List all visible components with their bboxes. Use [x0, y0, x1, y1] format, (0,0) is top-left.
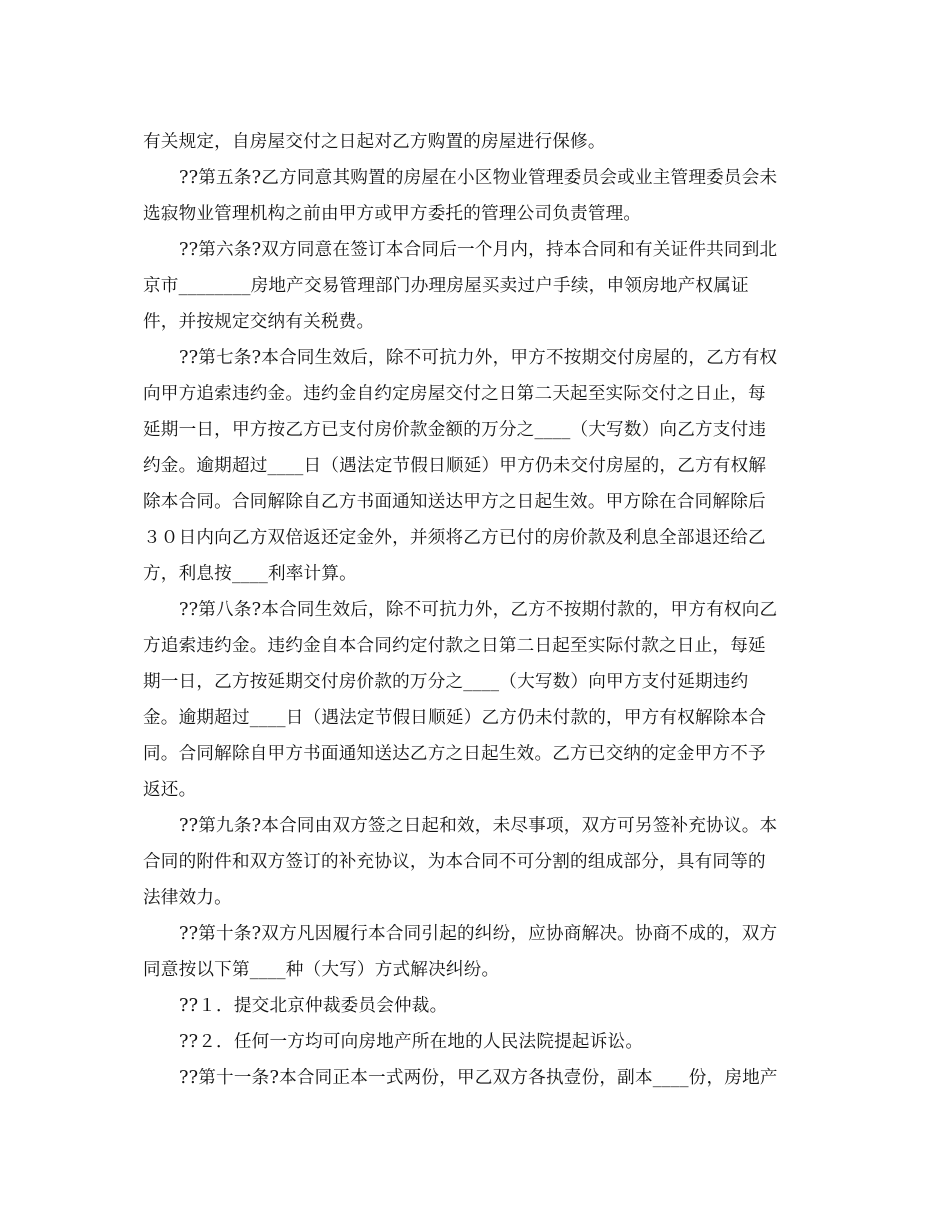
text-line: 约金。逾期超过____日（遇法定节假日顺延）甲方仍未交付房屋的，乙方有权解	[143, 456, 767, 476]
text-line: 延期一日，甲方按乙方已支付房价款金额的万分之____（大写数）向乙方支付违	[143, 420, 767, 440]
article-6-heading-line: ??第六条?双方同意在签订本合同后一个月内，持本合同和有关证件共同到北	[179, 240, 778, 260]
option-1-line: ??１．提交北京仲裁委员会仲裁。	[179, 996, 448, 1016]
article-10-heading-line: ??第十条?双方凡因履行本合同引起的纠纷，应协商解决。协商不成的，双方	[179, 924, 778, 944]
text-line: ３０日内向乙方双倍返还定金外，并须将乙方已付的房价款及利息全部退还给乙	[143, 528, 766, 548]
text-line: 向甲方追索违约金。违约金自约定房屋交付之日第二天起至实际交付之日止，每	[143, 384, 766, 404]
text-line: 期一日，乙方按延期交付房价款的万分之____（大写数）向甲方支付延期违约	[143, 672, 749, 692]
document-page	[143, 124, 807, 1096]
text-line: 有关规定，自房屋交付之日起对乙方购置的房屋进行保修。	[143, 132, 606, 152]
text-line: 件，并按规定交纳有关税费。	[143, 312, 375, 332]
article-7-heading-line: ??第七条?本合同生效后，除不可抗力外，甲方不按期交付房屋的，乙方有权	[179, 348, 778, 368]
text-line: 同意按以下第____种（大写）方式解决纠纷。	[143, 960, 500, 980]
article-11-heading-line: ??第十一条?本合同正本一式两份，甲乙双方各执壹份，副本____份，房地产	[179, 1068, 778, 1088]
text-line: 方，利息按____利率计算。	[143, 564, 357, 584]
text-line: 同。合同解除自甲方书面通知送达乙方之日起生效。乙方已交纳的定金甲方不予	[143, 744, 766, 764]
text-line: 法律效力。	[143, 888, 232, 908]
text-line: 选寂物业管理机构之前由甲方或甲方委托的管理公司负责管理。	[143, 204, 642, 224]
article-5-heading-line: ??第五条?乙方同意其购置的房屋在小区物业管理委员会或业主管理委员会未	[179, 168, 778, 188]
option-2-line: ??２．任何一方均可向房地产所在地的人民法院提起诉讼。	[179, 1032, 644, 1052]
article-9-heading-line: ??第九条?本合同由双方签之日起和效，未尽事项，双方可另签补充协议。本	[179, 816, 778, 836]
text-line: 京市________房地产交易管理部门办理房屋买卖过户手续，申领房地产权属证	[143, 276, 749, 296]
text-line: 除本合同。合同解除自乙方书面通知送达甲方之日起生效。甲方除在合同解除后	[143, 492, 766, 512]
text-line: 金。逾期超过____日（遇法定节假日顺延）乙方仍未付款的，甲方有权解除本合	[143, 708, 767, 728]
text-line: 方追索违约金。违约金自本合同约定付款之日第二日起至实际付款之日止，每延	[143, 636, 766, 656]
article-8-heading-line: ??第八条?本合同生效后，除不可抗力外，乙方不按期付款的，甲方有权向乙	[179, 600, 778, 620]
text-line: 合同的附件和双方签订的补充协议，为本合同不可分割的组成部分，具有同等的	[143, 852, 766, 872]
text-line: 返还。	[143, 780, 197, 800]
